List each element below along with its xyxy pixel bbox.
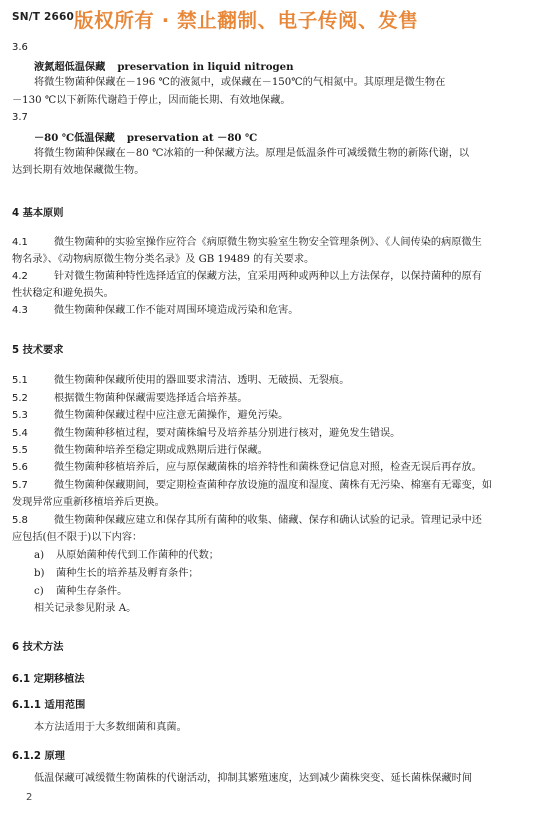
clause-text: 微生物菌种保藏应建立和保存其所有菌种的收集、储藏、保存和确认试验的记录。管理记录中还 <box>54 515 482 526</box>
clause-text: 微生物菌种移植过程，要对菌株编号及培养基分别进行核对，避免发生错误。 <box>54 428 401 439</box>
list-letter: b) <box>34 568 45 579</box>
list-item <box>34 567 199 580</box>
paragraph-line: 性状稳定和避免损失。 <box>12 288 114 299</box>
term-chinese: －80 ℃低温保藏 <box>34 132 115 144</box>
paragraph-line: 物名录》、《动物病原微生物分类名录》及 GB 19489 的有关要求。 <box>12 254 315 265</box>
subsection-heading: 6.1.1 适用范围 <box>12 700 86 711</box>
clause-number: 4.3 <box>12 305 28 316</box>
clause-number: 5.1 <box>12 375 28 386</box>
paragraph-line: 应包括(但不限于)以下内容： <box>12 532 143 543</box>
paragraph-line: 本方法适用于大多数细菌和真菌。 <box>34 722 187 733</box>
section-heading: 6 技术方法 <box>12 642 64 653</box>
term-english: preservation in liquid nitrogen <box>117 61 294 73</box>
clause-text: 微生物菌种的实验室操作应符合《病原微生物实验室生物安全管理条例》、《人间传染的病原微生 <box>54 237 482 248</box>
clause-item <box>12 444 268 457</box>
clause-item <box>12 461 482 474</box>
section-heading: 5 技术要求 <box>12 345 64 356</box>
term-chinese: 液氮超低温保藏 <box>34 61 106 73</box>
page-number: 2 <box>26 792 33 803</box>
subsection-heading: 6.1.2 原理 <box>12 751 65 762</box>
clause-text: 微生物菌种保藏过程中应注意无菌操作，避免污染。 <box>54 410 289 421</box>
clause-text: 微生物菌种保藏所使用的器皿要求清洁、透明、无破损、无裂痕。 <box>54 375 350 386</box>
clause-number: 3.6 <box>12 42 28 53</box>
clause-number: 3.7 <box>12 112 28 123</box>
clause-item <box>12 270 482 283</box>
clause-text: 微生物菌种保藏工作不能对周围环境造成污染和危害。 <box>54 305 299 316</box>
clause-item <box>12 304 299 317</box>
clause-number: 5.8 <box>12 515 28 526</box>
paragraph-line: 将微生物菌种保藏在－196 ℃的液氮中，或保藏在－150℃的气相氮中。其原理是微生物在 <box>34 77 446 88</box>
clause-number: 5.6 <box>12 462 28 473</box>
paragraph-line: 达到长期有效地保藏微生物。 <box>12 165 145 176</box>
list-text: 菌种生存条件。 <box>56 586 128 597</box>
list-item <box>34 549 219 562</box>
list-text: 从原始菌种传代到工作菌种的代数； <box>56 550 219 561</box>
term-heading <box>34 129 257 144</box>
appendix-note: 相关记录参见附录 A。 <box>34 603 137 614</box>
clause-item <box>12 427 400 440</box>
clause-number: 5.2 <box>12 393 28 404</box>
list-item <box>34 585 127 598</box>
copyright-watermark: 版权所有 · 禁止翻制、电子传阅、发售 <box>74 9 419 32</box>
clause-number: 5.4 <box>12 428 28 439</box>
page-header <box>12 6 523 36</box>
clause-number: 5.5 <box>12 445 28 456</box>
clause-item <box>12 479 492 492</box>
term-heading <box>34 58 294 73</box>
paragraph-line: 低温保藏可减缓微生物菌株的代谢活动，抑制其繁殖速度，达到减少菌株突变、延长菌株保藏时间 <box>34 773 473 784</box>
subsection-heading: 6.1 定期移植法 <box>12 674 85 685</box>
clause-number: 5.3 <box>12 410 28 421</box>
clause-text: 微生物菌种培养至稳定期或成熟期后进行保藏。 <box>54 445 268 456</box>
clause-text: 针对微生物菌种特性选择适宜的保藏方法，宜采用两种或两种以上方法保存，以保持菌种的原有 <box>54 271 482 282</box>
clause-text: 微生物菌种移植培养后，应与原保藏菌株的培养特性和菌株登记信息对照，检查无误后再存放。 <box>54 462 482 473</box>
list-text: 菌种生长的培养基及孵育条件； <box>56 568 199 579</box>
clause-text: 微生物菌种保藏期间，要定期检查菌种存放设施的温度和湿度、菌株有无污染、棉塞有无霉变，如 <box>54 480 493 491</box>
paragraph-line: 发现异常应重新移植培养后更换。 <box>12 497 165 508</box>
clause-item <box>12 374 349 387</box>
list-letter: c) <box>34 586 44 597</box>
section-heading: 4 基本原则 <box>12 208 64 219</box>
term-english: preservation at －80 ℃ <box>126 132 258 144</box>
clause-item <box>12 409 288 422</box>
clause-item <box>12 236 482 249</box>
clause-number: 4.2 <box>12 271 28 282</box>
clause-item <box>12 514 482 527</box>
clause-number: 4.1 <box>12 237 28 248</box>
clause-number: 5.7 <box>12 480 28 491</box>
paragraph-line: －130 ℃以下新陈代谢趋于停止，因而能长期、有效地保藏。 <box>12 95 291 106</box>
clause-text: 根据微生物菌种保藏需要选择适合培养基。 <box>54 393 248 404</box>
clause-item <box>12 392 248 405</box>
list-letter: a) <box>34 550 45 561</box>
paragraph-line: 将微生物菌种保藏在－80 ℃冰箱的一种保藏方法。原理是低温条件可减缓微生物的新陈代谢，以 <box>34 148 470 159</box>
standard-code: SN/T 2660 <box>12 11 75 23</box>
